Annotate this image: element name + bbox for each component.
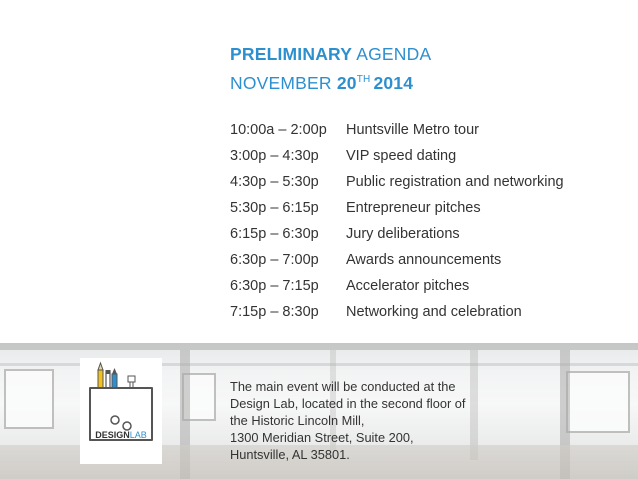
title-month: NOVEMBER [230, 73, 332, 93]
title-day: 20 [336, 73, 357, 93]
agenda-item: Huntsville Metro tour [346, 122, 479, 138]
agenda-time: 5:30p – 6:15p [230, 200, 319, 216]
agenda-time: 3:00p – 4:30p [230, 148, 319, 164]
title-agenda: AGENDA [356, 44, 432, 64]
title-line-1 [230, 42, 431, 67]
venue-description [230, 378, 560, 463]
design-lab-logo [80, 358, 162, 464]
title-year: 2014 [373, 73, 414, 93]
title-preliminary: PRELIMINARY [230, 44, 353, 64]
agenda-item: Accelerator pitches [346, 278, 470, 294]
agenda-time: 6:15p – 6:30p [230, 226, 319, 242]
agenda-time: 6:30p – 7:00p [230, 252, 319, 268]
logo-text-lab: LAB [129, 430, 147, 440]
venue-line: Design Lab, located in the second floor of [230, 396, 466, 411]
agenda-time: 6:30p – 7:15p [230, 278, 319, 294]
venue-line: Huntsville, AL 35801. [230, 447, 350, 462]
agenda-time: 4:30p – 5:30p [230, 174, 319, 190]
agenda-item: Jury deliberations [346, 226, 460, 242]
agenda-item: VIP speed dating [346, 148, 457, 164]
title-block [230, 42, 431, 96]
agenda-item: Public registration and networking [346, 174, 564, 190]
agenda-time: 7:15p – 8:30p [230, 304, 319, 320]
agenda-item: Networking and celebration [346, 304, 522, 320]
agenda-item: Awards announcements [346, 252, 502, 268]
agenda-item: Entrepreneur pitches [346, 200, 481, 216]
venue-line: the Historic Lincoln Mill, [230, 413, 365, 428]
venue-line: The main event will be conducted at the [230, 379, 456, 394]
agenda-time: 10:00a – 2:00p [230, 122, 327, 138]
title-day-suffix: TH [356, 74, 371, 85]
svg-text:DESIGNLAB [95, 430, 147, 440]
logo-text-design: DESIGN [95, 430, 130, 440]
title-line-2 [230, 67, 431, 96]
venue-line: 1300 Meridian Street, Suite 200, [230, 430, 414, 445]
